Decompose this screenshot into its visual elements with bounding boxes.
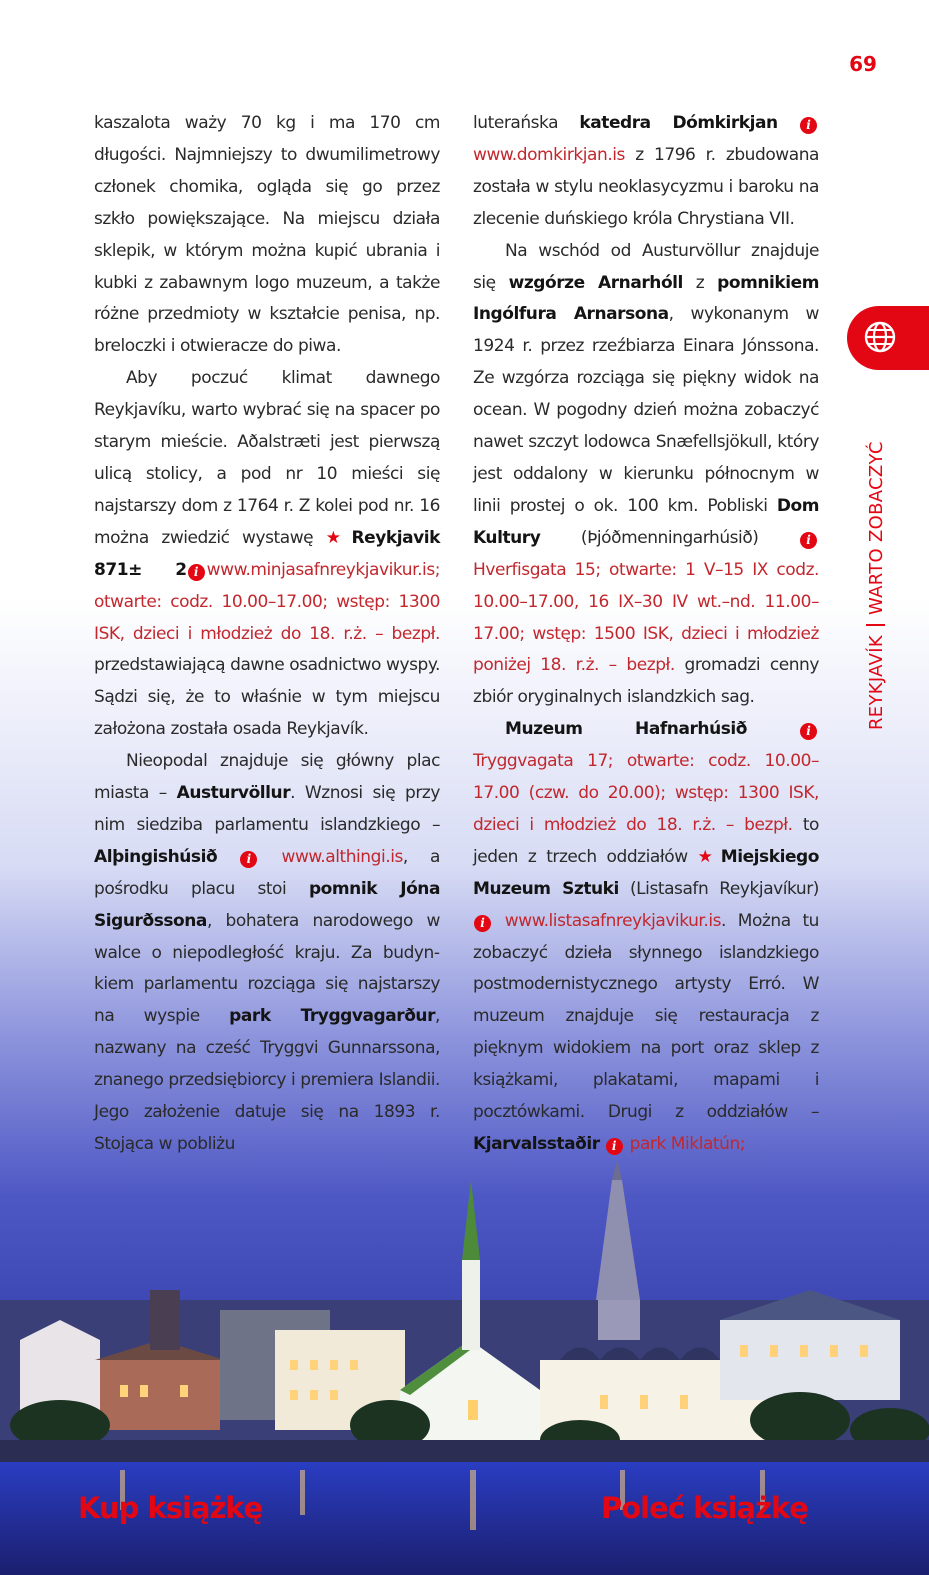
info-icon: i	[474, 915, 491, 932]
running-header	[866, 441, 887, 730]
text: luterańska	[473, 113, 559, 133]
place-name: katedra Dómkirkjan	[579, 113, 778, 133]
website-link[interactable]: www.althingi.is	[281, 846, 403, 867]
info-icon: i	[800, 117, 817, 134]
text: , a pośrodku placu stoi	[94, 846, 440, 899]
info-icon: i	[800, 723, 817, 740]
side-tab	[847, 306, 929, 370]
buy-book-link[interactable]: Kup książkę	[78, 1491, 263, 1525]
text: Na wschód od Austurvöllur znajduje się	[473, 240, 819, 293]
page-number: 69	[849, 52, 877, 76]
text: przedstawiającą dawne osadnictwo wyspy. Sądzi się, że to właśnie w tym miejscu założona została osada Reykjavík.	[94, 655, 440, 740]
text: (Þjóðmenningarhúsið)	[580, 527, 759, 548]
text: . Można tu zobaczyć dzieła słynnego islandzkiego postmodernistycznego artysty Erró. W muzeum znajduje się restauracja z pięknym widokiem na port oraz sklep z książkami, plakatami, mapami i pocztówkami. Drugi z oddziałów –	[473, 910, 819, 1123]
paragraph	[473, 714, 819, 1161]
paragraph	[94, 363, 440, 746]
website-link[interactable]: www.listasafnreykjavikur.is	[504, 910, 722, 931]
info-icon: i	[188, 564, 205, 581]
place-name: park Tryggvagarður	[229, 1006, 436, 1027]
venue-info: park Miklatún;	[629, 1134, 746, 1154]
exhibition-name: Reykjavik 871± 2	[94, 527, 440, 580]
place-name: Muzeum Hafnarhúsið	[505, 719, 747, 740]
venue-info: Tryggvagata 17; otwarte: codz. 10.00–17.00 (czw. do 20.00); wstęp: 1300 ISK, dzieci i młodzież do 18. r.ż. – bezpł.	[473, 751, 819, 835]
info-icon: i	[240, 851, 257, 868]
venue-info: Hverfisgata 15; otwarte: 1 V–15 IX codz. 10.00–17.00, 16 IX–30 IV wt.–nd. 11.00–17.00; wstęp: 1500 ISK, dzieci i młodzież poniżej 18. r.ż. – bezpł.	[473, 559, 819, 676]
place-name: Dom Kultury	[473, 495, 819, 548]
text: z 1796 r. zbudowana została w stylu neoklasycyzmu i baroku na zlecenie duńskiego króla Chrystiana VII.	[473, 144, 819, 229]
paragraph	[473, 236, 819, 715]
place-name: Miejskiego Muzeum Sztuki	[473, 846, 819, 899]
exhibition-info: www.minjasafnreykjavikur.is; otwarte: codz. 10.00–17.00; wstęp: 1300 ISK, dzieci i młodzież do 18. r.ż. – bezpł.	[94, 559, 440, 644]
text: , wykonanym w 1924 r. przez rzeźbiarza Einara Jónssona. Ze wzgórza rozciąga się piękny widok na ocean. W pogodny dzień można zobaczyć nawet szczyt lodowca Snæfellsjökull, który jest oddalony w kierunku północnym w linii prostej o ok. 100 km. Pobliski	[473, 304, 819, 516]
star-icon: ★	[325, 527, 349, 548]
paragraph	[473, 108, 819, 236]
place-name: pomnik Jóna Sigurðssona	[94, 878, 440, 931]
place-name: Kjarvalsstaðir	[473, 1134, 600, 1154]
text: (Listasafn Reykjavíkur)	[629, 878, 819, 899]
star-icon: ★	[697, 846, 718, 867]
chapter-title: WARTO ZOBACZYĆ	[866, 441, 887, 616]
header-divider	[866, 624, 885, 626]
text: Nieopodal znajduje się główny plac miasta –	[94, 751, 440, 804]
shoreline	[0, 1440, 929, 1462]
place-name: wzgórze Arnarhóll	[508, 272, 683, 293]
text: gromadzi cenny zbiór oryginalnych islandzkich sag.	[473, 655, 819, 708]
paragraph: kaszalota waży 70 kg i ma 170 cm długości. Najmniejszy to dwumilimetrowy członek chomika, ogląda się go przez szkło powiększające. Na miejscu działa sklepik, w którym można kupić ubrania i kubki z zabawnym logo muzeum, a także różne przedmioty w kształcie penisa, np. breloczki i otwieracze do piwa.	[94, 113, 440, 357]
text: z	[695, 272, 705, 293]
section-title: REYKJAVÍK	[866, 635, 887, 730]
left-column	[94, 108, 440, 1161]
info-icon: i	[606, 1138, 623, 1155]
place-name: pomnikiem Ingólfura Arnarsona	[473, 272, 819, 325]
recommend-book-link[interactable]: Poleć książkę	[601, 1491, 808, 1525]
place-name: Austurvöllur	[176, 783, 291, 804]
info-icon: i	[800, 532, 817, 549]
text: Aby poczuć klimat dawnego Reykjavíku, warto wybrać się na spacer po starym mieście. Aðalstræti jest pierwszą ulicą stolicy, a pod nr 10 mieści się najstarszy dom z 1764 r. Z kolei pod nr. 16 można zwiedzić wystawę	[94, 368, 440, 548]
text: , bohatera narodowego w walce o niepodległość kraju. Za budynkiem parlamentu rozciąga się najstarszy na wyspie	[94, 910, 440, 1027]
globe-icon	[863, 320, 897, 354]
paragraph	[94, 746, 440, 1161]
text: , nazwany na cześć Tryggvi Gunnarssona, znanego przedsiębiorcy i premiera Islandii. Jego założenie datuje się na 1893 r. Stojąca w pobliżu	[94, 1006, 440, 1154]
place-name: Alþingishúsið	[94, 846, 218, 867]
website-link[interactable]: www.domkirkjan.is	[473, 144, 625, 165]
text: . Wznosi się przy nim siedziba parlamentu islandzkiego –	[94, 783, 440, 835]
right-column	[473, 108, 819, 1161]
text: to jeden z trzech oddziałów	[473, 814, 819, 867]
